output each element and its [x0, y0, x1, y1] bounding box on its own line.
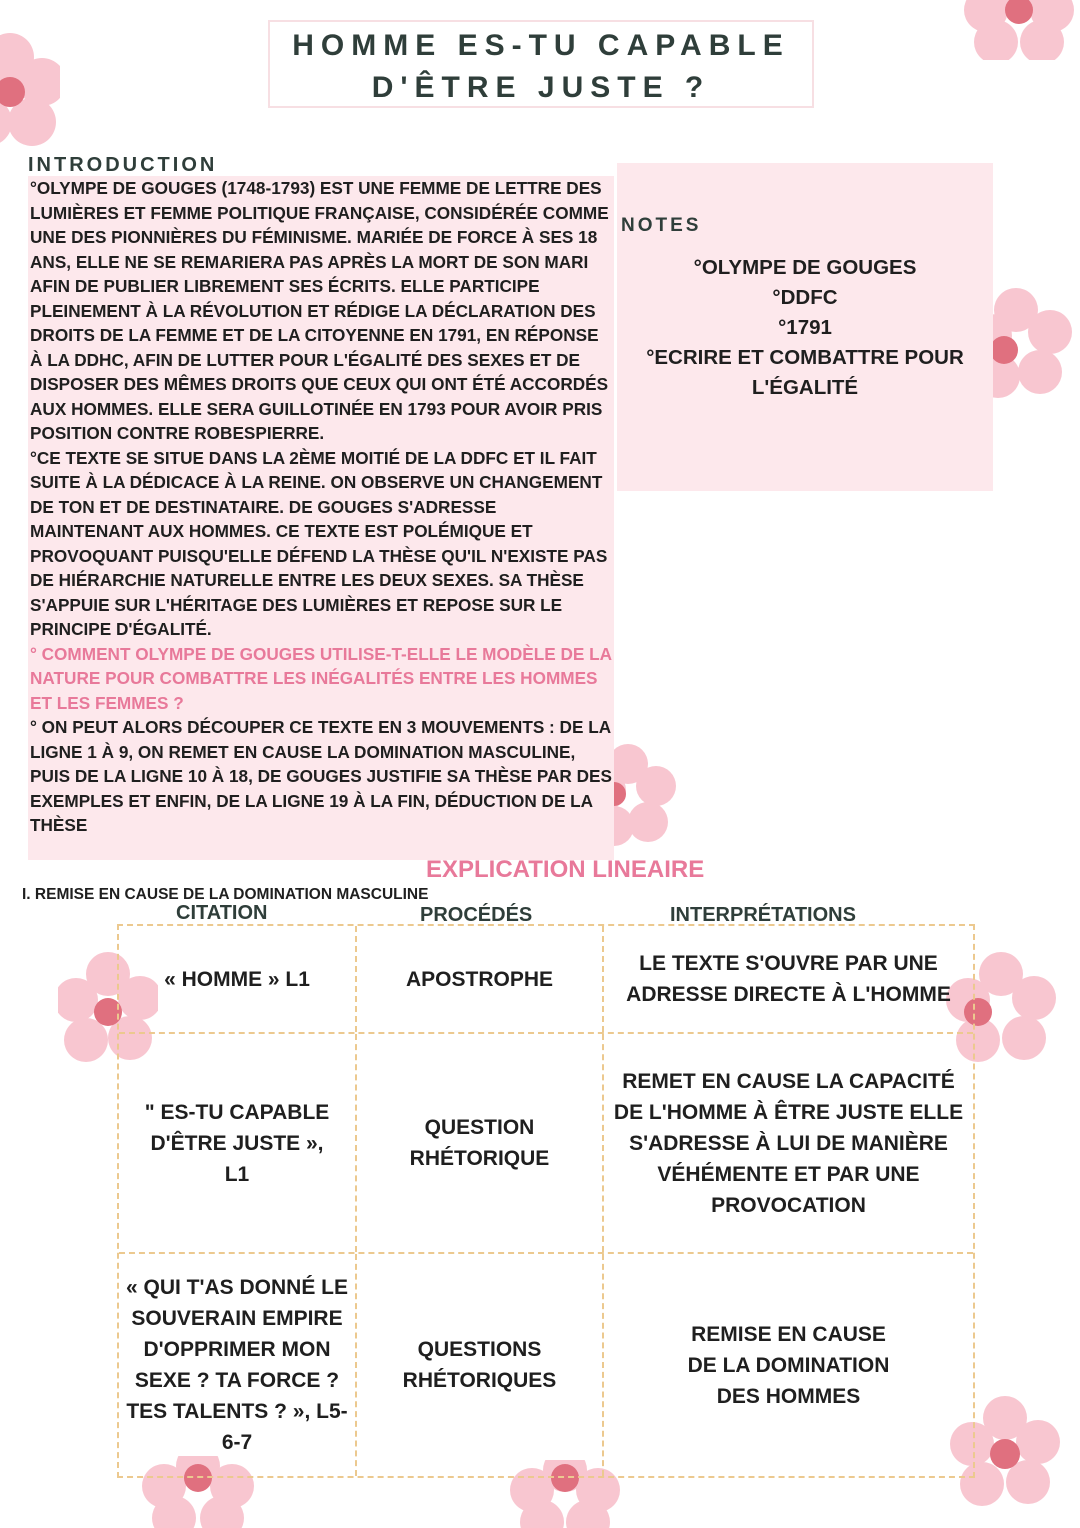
problematique-question: ° COMMENT OLYMPE DE GOUGES UTILISE-T-ELLE LE MODÈLE DE LA NATURE POUR COMBATTRE LES INÉGALITÉS ENTRE LES HOMMES ET LES FEMMES ?	[30, 643, 612, 713]
introduction-paragraph-2: °CE TEXTE SE SITUE DANS LA 2ÈME MOITIÉ DE LA DDFC ET IL FAIT SUITE À LA DÉDICACE À LA REINE. ON OBSERVE UN CHANGEMENT DE TON ET DE DESTINATAIRE. DE GOUGES S'ADRESSE MAINTENANT AUX HOMMES. CE TEXTE EST POLÉMIQUE ET PROVOQUANT PUISQU'ELLE DÉFEND LA THÈSE QU'IL N'EXISTE PAS DE HIÉRARCHIE NATURELLE ENTRE LES DEUX SEXES. SA THÈSE S'APPUIE SUR L'HÉRITAGE DES LUMIÈRES ET REPOSE SUR LE PRINCIPE D'ÉGALITÉ.	[30, 447, 608, 639]
citation-cell: « HOMME » L1	[119, 926, 357, 1032]
introduction-box	[28, 176, 614, 860]
procede-cell: QUESTION RHÉTORIQUE	[357, 1034, 604, 1252]
page-title-line-1: HOMME ES-TU CAPABLE	[292, 29, 790, 62]
column-header-citation: CITATION	[176, 902, 268, 924]
notes-box	[617, 163, 993, 491]
notes-item: °ECRIRE ET COMBATTRE POUR L'ÉGALITÉ	[646, 346, 964, 399]
table-row	[119, 1032, 973, 1252]
column-header-procedes: PROCÉDÉS	[420, 904, 533, 926]
notes-item: °OLYMPE DE GOUGES	[693, 256, 917, 279]
introduction-heading: INTRODUCTION	[28, 154, 218, 176]
interpretation-cell: LE TEXTE S'OUVRE PAR UNE ADRESSE DIRECTE À L'HOMME	[626, 952, 951, 1006]
part-title: I. REMISE EN CAUSE DE LA DOMINATION MASCULINE	[22, 886, 429, 903]
table-row	[119, 926, 973, 1032]
explication-table	[117, 924, 975, 1478]
introduction-paragraph-1: °OLYMPE DE GOUGES (1748-1793) EST UNE FEMME DE LETTRE DES LUMIÈRES ET FEMME POLITIQUE FRANÇAISE, CONSIDÉRÉE COMME UNE DES PIONNIÈRES DU FÉMINISME. MARIÉE DE FORCE À SES 18 ANS, ELLE NE SE REMARIERA PAS APRÈS LA MORT DE SON MARI AFIN DE PUBLIER LIBREMENT SES ÉCRITS. ELLE PARTICIPE PLEINEMENT À LA RÉVOLUTION ET RÉDIGE LA DÉCLARATION DES DROITS DE LA FEMME ET DE LA CITOYENNE EN 1791, EN RÉPONSE À LA DDHC, AFIN DE LUTTER POUR L'ÉGALITÉ DES SEXES ET DE DISPOSER DES MÊMES DROITS QUE CEUX QUI ONT ÉTÉ ACCORDÉS AUX HOMMES. ELLE SERA GUILLOTINÉE EN 1793 POUR AVOIR PRIS POSITION CONTRE ROBESPIERRE.	[30, 178, 609, 443]
interpretation-cell: REMET EN CAUSE LA CAPACITÉ DE L'HOMME À ÊTRE JUSTE ELLE S'ADRESSE À LUI DE MANIÈRE VÉHÉMENTE ET PAR UNE PROVOCATION	[613, 1069, 964, 1217]
procede-cell: APOSTROPHE	[357, 926, 604, 1032]
page-title	[268, 20, 814, 108]
section-title: EXPLICATION LINEAIRE	[426, 856, 705, 883]
introduction-paragraph-3: ° ON PEUT ALORS DÉCOUPER CE TEXTE EN 3 MOUVEMENTS : DE LA LIGNE 1 À 9, ON REMET EN CAUSE LA DOMINATION MASCULINE, PUIS DE LA LIGNE 10 À 18, DE GOUGES JUSTIFIE SA THÈSE PAR DES EXEMPLES ET ENFIN, DE LA LIGNE 19 À LA FIN, DÉDUCTION DE LA THÈSE	[30, 717, 612, 835]
table-row	[119, 1252, 973, 1476]
notes-item: °DDFC	[772, 286, 838, 309]
flower-decoration-icon	[0, 32, 60, 152]
page-title-line-2: D'ÊTRE JUSTE ?	[371, 71, 711, 104]
procede-cell: QUESTIONS RHÉTORIQUES	[357, 1254, 604, 1476]
citation-cell: " ES-TU CAPABLE D'ÊTRE JUSTE », L1	[119, 1034, 357, 1252]
flower-decoration-icon	[964, 0, 1074, 60]
notes-list	[617, 253, 993, 403]
interpretation-cell: REMISE EN CAUSE DE LA DOMINATION DES HOMMES	[687, 1322, 890, 1408]
notes-heading: NOTES	[621, 215, 702, 236]
notes-item: °1791	[778, 316, 832, 339]
citation-cell: « QUI T'AS DONNÉ LE SOUVERAIN EMPIRE D'OPPRIMER MON SEXE ? TA FORCE ? TES TALENTS ? », L5-6-7	[119, 1254, 357, 1476]
column-header-interpretations: INTERPRÉTATIONS	[670, 904, 856, 926]
